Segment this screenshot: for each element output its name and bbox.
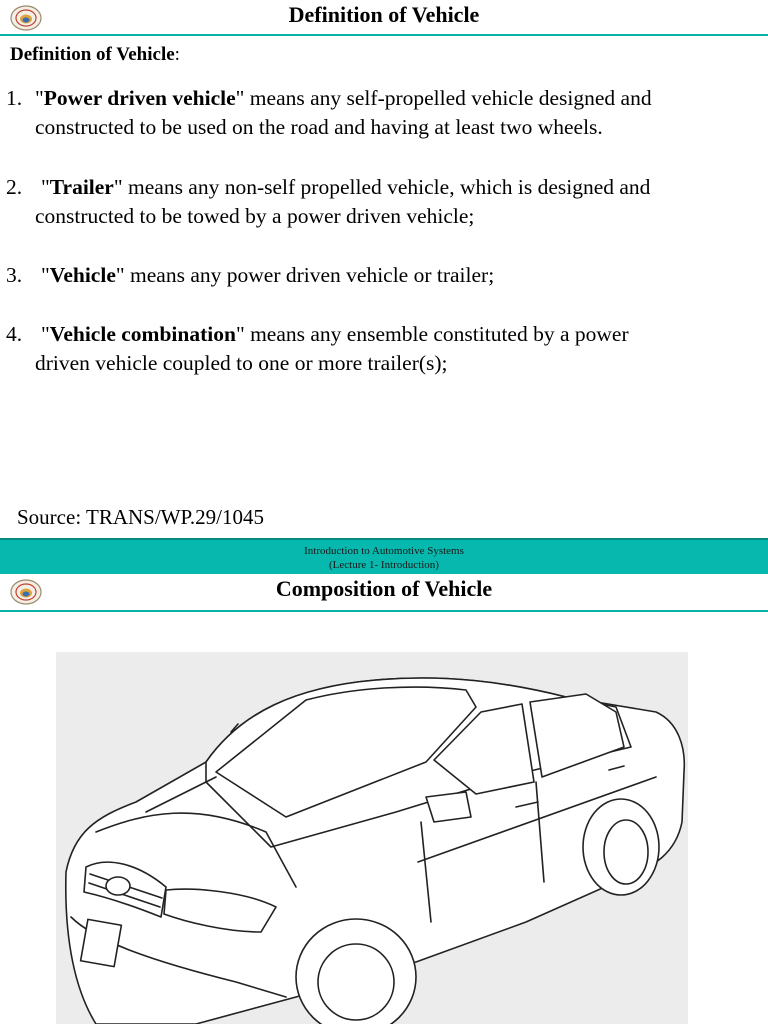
section-subheading: Definition of Vehicle: [10, 44, 180, 65]
header-divider [0, 34, 768, 36]
slide-footer [0, 538, 768, 574]
definition-number: 3. [6, 263, 23, 287]
page-title: Composition of Vehicle [275, 576, 493, 601]
definition-number: 2. [6, 175, 23, 199]
slide2-header [0, 574, 768, 608]
lecture-label: (Lecture 1- Introduction) [329, 559, 439, 571]
source-citation: Source: TRANS/WP.29/1045 [17, 505, 264, 529]
car-illustration [56, 652, 688, 1024]
sedan-line-drawing [56, 652, 688, 1024]
definition-term: Trailer [49, 175, 114, 199]
definition-term: Vehicle combination [49, 322, 236, 346]
definition-term: Power driven vehicle [43, 86, 236, 110]
definition-term: Vehicle [49, 263, 116, 287]
slide1-header [0, 0, 768, 34]
definition-number: 1. [6, 86, 23, 110]
course-title: Introduction to Automotive Systems [304, 545, 464, 557]
definition-number: 4. [6, 322, 23, 346]
page-title: Definition of Vehicle [288, 2, 480, 27]
header-divider [0, 610, 768, 612]
